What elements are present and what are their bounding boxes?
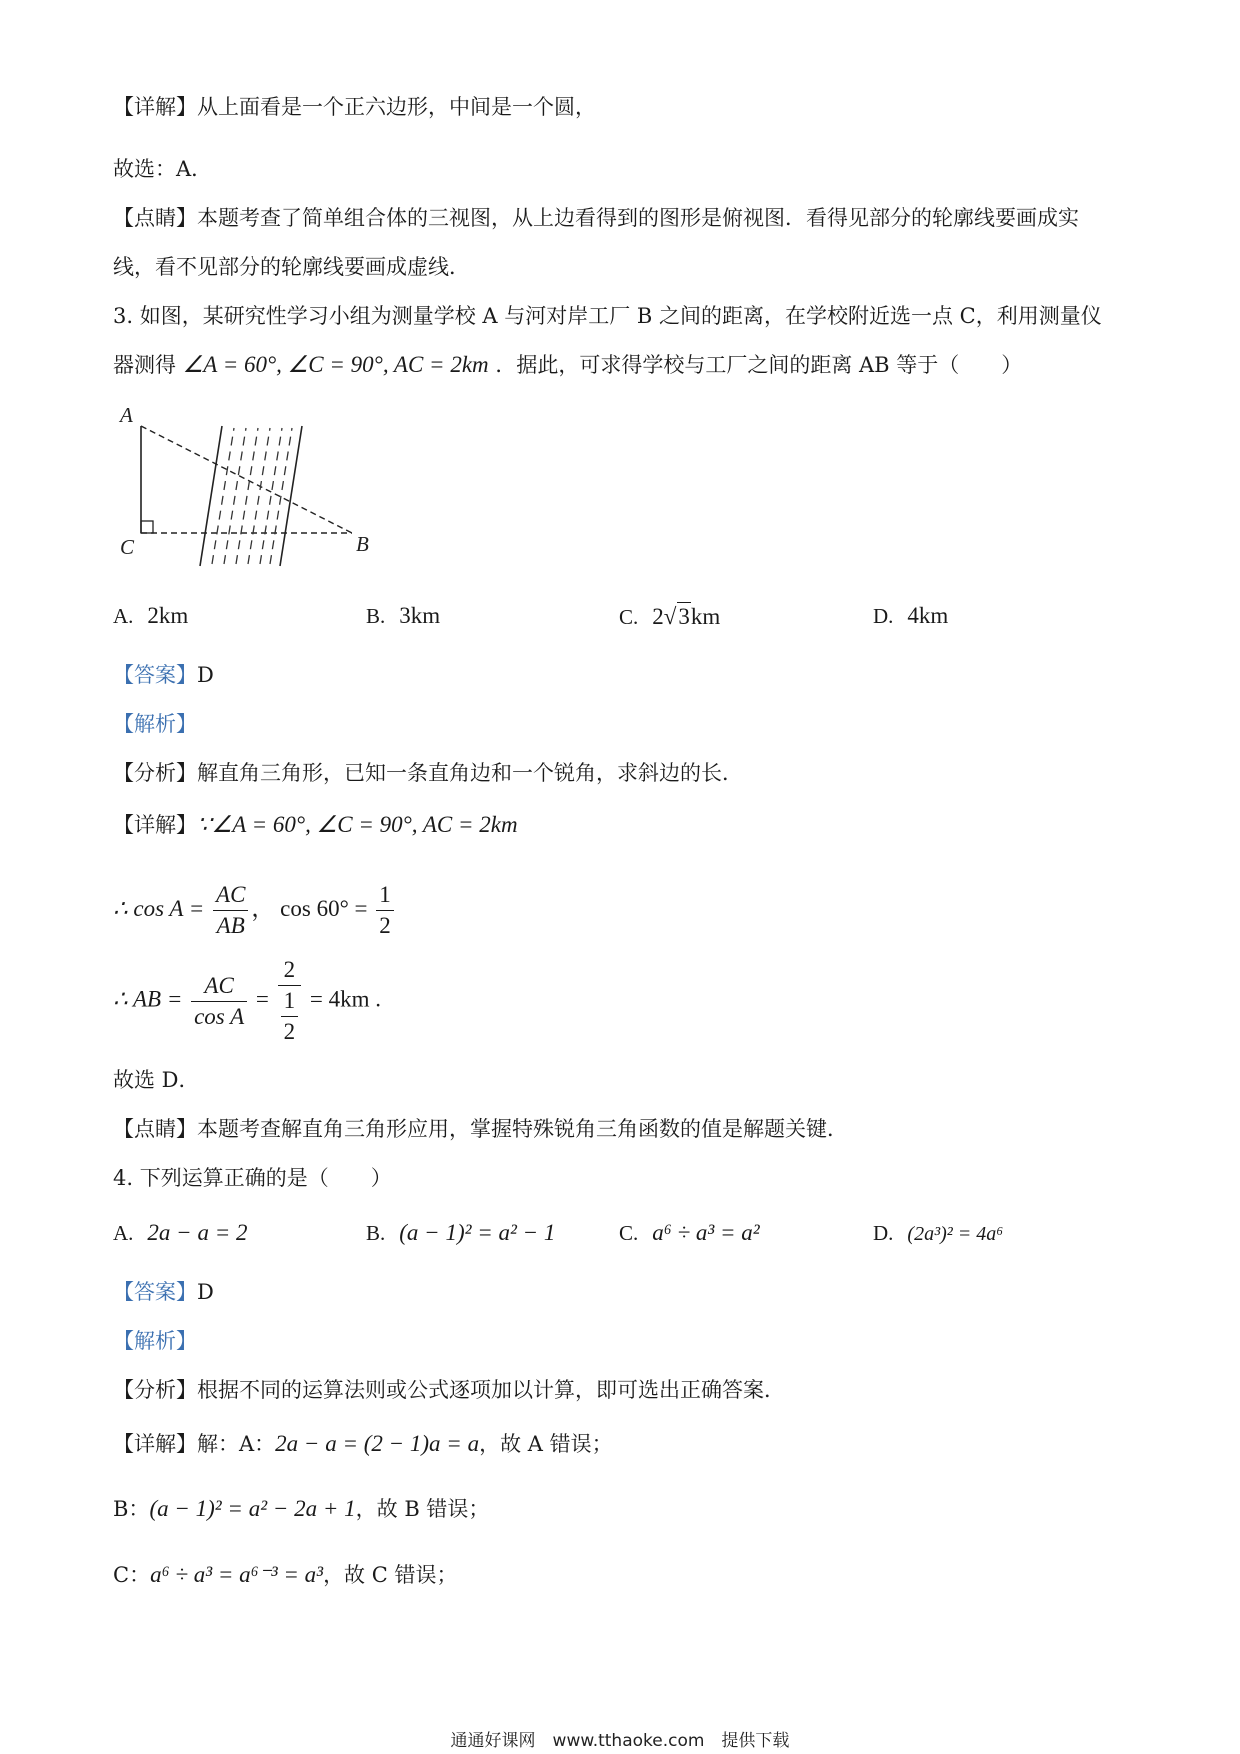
question-3-line-2: [113, 351, 1022, 379]
option-expr: (2a³)² = 4a⁶: [907, 1223, 1004, 1245]
option-label: C.: [619, 1221, 639, 1245]
inner-num: 1: [281, 986, 299, 1017]
detail-given: ∵∠A = 60°, ∠C = 90°, AC = 2km: [197, 812, 518, 837]
frac-num: AC: [191, 971, 247, 1002]
q4-detail-a: [113, 1430, 613, 1458]
compound-fraction: [278, 955, 302, 1047]
fraction-ac-ab: [213, 880, 248, 941]
comment-line-2: 线，看不见部分的轮廓线要画成虚线．: [113, 255, 470, 279]
equals: =: [255, 986, 269, 1012]
answer-tag: 【答案】: [113, 663, 197, 687]
fraction-one-half: [376, 880, 394, 941]
detail-verdict: ，故 C 错误；: [323, 1563, 458, 1587]
detail-line: 【详解】从上面看是一个正六边形，中间是一个圆，: [113, 95, 596, 119]
q4-option-b: [366, 1219, 555, 1247]
comment-line-1: 【点睛】本题考查了简单组合体的三视图，从上边看得到的图形是俯视图．看得见部分的轮廓线要画成实: [113, 206, 1079, 230]
detail-expr: (a − 1)² = a² − 2a + 1: [149, 1496, 356, 1521]
q4-option-d: [873, 1219, 1003, 1248]
period: .: [375, 986, 381, 1012]
q3-answer: [113, 661, 214, 689]
q4-answer: [113, 1278, 214, 1306]
step-lhs: ∴ cos A =: [113, 896, 205, 921]
frac-num: AC: [213, 880, 248, 911]
question-3-given: ∠A = 60°, ∠C = 90°, AC = 2km: [182, 352, 489, 377]
option-expr: 2a − a = 2: [147, 1220, 248, 1245]
option-label: C.: [619, 605, 639, 629]
frac-den: AB: [216, 913, 245, 939]
q3-option-a: [113, 602, 188, 630]
answer-value: D: [197, 663, 214, 687]
result: = 4km: [309, 986, 370, 1012]
q3-option-c: [619, 602, 720, 631]
option-expr: (a − 1)² = a² − 1: [399, 1220, 556, 1245]
q3-jiexi-tag: 【解析】: [113, 712, 197, 736]
option-label: B.: [366, 604, 386, 628]
page-footer: 通通好课网 www.tthaoke.com 提供下载: [450, 1731, 790, 1751]
detail-verdict: ，故 A 错误；: [479, 1432, 613, 1456]
detail-prefix: C：: [113, 1563, 151, 1587]
q4-option-a: [113, 1219, 247, 1247]
point-a-label: A: [120, 403, 133, 427]
option-value: 3km: [399, 603, 441, 628]
option-label: D.: [873, 604, 894, 628]
river-triangle-figure: [110, 398, 380, 570]
q3-step-ab: [113, 955, 381, 1047]
point-c-label: C: [120, 535, 135, 559]
question-3-line-1: 3. 如图，某研究性学习小组为测量学校 A 与河对岸工厂 B 之间的距离，在学校附近选一点 C，利用测量仪: [113, 304, 1102, 328]
question-3-prefix: 器测得: [113, 353, 176, 377]
q4-detail-c: [113, 1561, 457, 1589]
frac-num: 1: [376, 880, 394, 911]
detail-tag: 【详解】: [113, 813, 197, 837]
step-lhs: ∴ AB =: [113, 986, 183, 1012]
option-label: A.: [113, 604, 134, 628]
option-label: A.: [113, 1221, 134, 1245]
q4-option-c: [619, 1219, 760, 1247]
q4-jiexi-tag: 【解析】: [113, 1329, 197, 1353]
q3-analysis: 【分析】解直角三角形，已知一条直角边和一个锐角，求斜边的长．: [113, 761, 743, 785]
q3-choose: 故选 D．: [113, 1068, 200, 1092]
option-radicand: 3: [678, 604, 690, 629]
frac-den: [278, 986, 302, 1047]
q3-step-cos: [113, 878, 397, 941]
q3-option-b: [366, 602, 440, 630]
option-label: B.: [366, 1221, 386, 1245]
option-label: D.: [873, 1221, 894, 1245]
detail-prefix: B：: [113, 1497, 150, 1521]
inner-den: 2: [283, 1019, 296, 1044]
frac-num: 2: [278, 955, 302, 986]
q3-detail: [113, 811, 518, 839]
q4-analysis: 【分析】根据不同的运算法则或公式逐项加以计算，即可选出正确答案．: [113, 1378, 785, 1402]
option-value: 2km: [147, 603, 189, 628]
detail-verdict: ，故 B 错误；: [355, 1497, 490, 1521]
detail-expr: 2a − a = (2 − 1)a = a: [275, 1431, 480, 1456]
frac-den: cos A: [194, 1003, 245, 1029]
detail-tag: 【详解】解：A：: [113, 1432, 276, 1456]
q4-detail-b: [113, 1495, 489, 1523]
option-expr: a⁶ ÷ a³ = a²: [652, 1220, 760, 1245]
option-unit: km: [690, 604, 721, 629]
answer-value: D: [197, 1280, 214, 1304]
detail-expr: a⁶ ÷ a³ = a⁶⁻³ = a³: [150, 1562, 324, 1587]
frac-den: 2: [379, 913, 391, 939]
question-3-suffix: ．据此，可求得学校与工厂之间的距离 AB 等于（ ）: [495, 353, 1023, 377]
question-4-title: 4. 下列运算正确的是（ ）: [113, 1166, 392, 1190]
sqrt-sign: √: [663, 604, 677, 629]
point-b-label: B: [356, 532, 369, 556]
q3-option-d: [873, 602, 948, 630]
step-rhs: cos 60° =: [280, 896, 368, 921]
answer-tag: 【答案】: [113, 1280, 197, 1304]
choice-line: 故选：A．: [113, 157, 213, 181]
option-coef: 2: [652, 604, 664, 629]
option-value: 4km: [907, 603, 949, 628]
q3-comment: 【点睛】本题考查解直角三角形应用，掌握特殊锐角三角函数的值是解题关键．: [113, 1117, 848, 1141]
fraction-ac-cosa: [191, 971, 247, 1032]
separator: ，: [251, 896, 275, 921]
